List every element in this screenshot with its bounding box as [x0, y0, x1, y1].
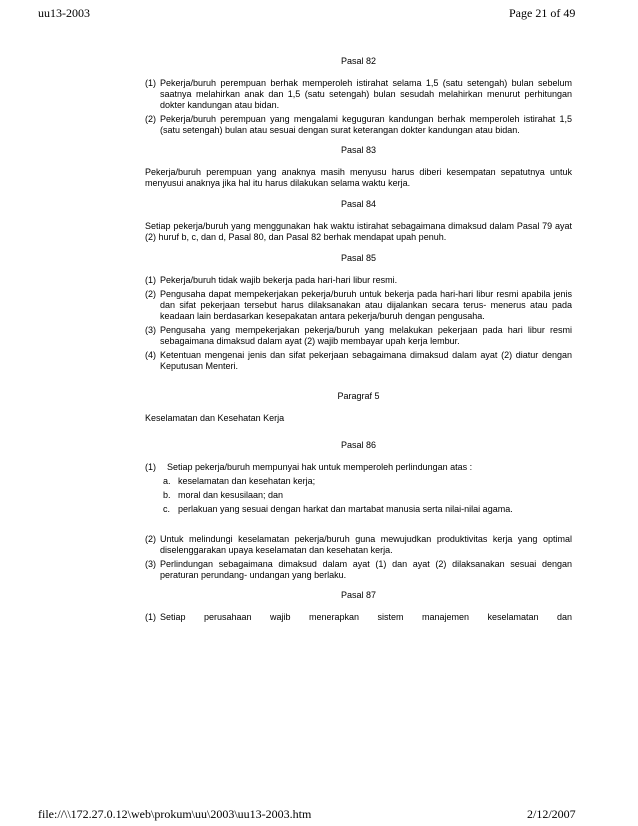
pasal-84-text: Setiap pekerja/buruh yang menggunakan hak waktu istirahat sebagaimana dimaksud dalam Pasal 79 ayat (2) huruf b, c, dan d, Pasal 80, dan Pasal 82 berhak mendapat upah penuh. [145, 221, 572, 242]
pasal-86-item [145, 559, 572, 581]
item-text: Pekerja/buruh perempuan berhak memperoleh istirahat selama 1,5 (satu setengah) bulan sebelum saatnya melahirkan anak dan 1,5 (satu setengah) bulan sesudah melahirkan menurut perhitungan dokter kandungan atau bidan. [160, 78, 572, 110]
item-number: (1) [145, 612, 156, 622]
header-doc-id: uu13-2003 [38, 6, 90, 20]
paragraf-5-subtitle: Keselamatan dan Kesehatan Kerja [145, 413, 285, 423]
item-number: (4) [145, 350, 156, 360]
item-text: Pekerja/buruh tidak wajib bekerja pada hari-hari libur resmi. [160, 275, 398, 285]
item-text: Pekerja/buruh perempuan yang mengalami keguguran kandungan berhak memperoleh istirahat 1,5 (satu setengah) bulan atau sesuai dengan surat keterangan dokter kandungan atau bidan. [160, 114, 572, 135]
item-number: (2) [145, 534, 156, 544]
pasal-86-item [145, 462, 572, 473]
pasal-85-item [145, 350, 572, 372]
pasal-85-item [145, 325, 572, 347]
pasal-86-subitem [145, 476, 572, 487]
footer-date: 2/12/2007 [527, 807, 576, 821]
pasal-86-subitem [145, 490, 572, 501]
pasal-87-item [145, 612, 572, 623]
subitem-letter: c. [163, 504, 171, 514]
item-number: (1) [145, 275, 156, 285]
subitem-letter: b. [163, 490, 171, 500]
item-text: Pengusaha dapat mempekerjakan pekerja/buruh untuk bekerja pada hari-hari libur resmi apabila jenis dan sifat pekerjaan tersebut harus dilaksanakan atau dijalankan secara terus- menerus atau pada keadaan lain berdasarkan kesepakatan antara pekerja/buruh dengan pengusaha. [160, 289, 572, 321]
item-text: Perlindungan sebagaimana dimaksud dalam ayat (1) dan ayat (2) dilaksanakan sesuai dengan peraturan perundang- undangan yang berlaku. [160, 559, 572, 580]
subitem-text: perlakuan yang sesuai dengan harkat dan martabat manusia serta nilai-nilai agama. [178, 504, 513, 514]
item-number: (3) [145, 559, 156, 569]
pasal-85-item [145, 275, 572, 286]
paragraf-5-title: Paragraf 5 [337, 391, 380, 401]
subitem-letter: a. [163, 476, 171, 486]
item-text: Setiap pekerja/buruh mempunyai hak untuk memperoleh perlindungan atas : [167, 462, 473, 472]
item-text: Setiap perusahaan wajib menerapkan sistem manajemen keselamatan dan [160, 612, 572, 622]
pasal-82-item [145, 78, 572, 111]
pasal-82-title: Pasal 82 [340, 56, 377, 66]
pasal-87-title: Pasal 87 [340, 590, 377, 600]
subitem-text: moral dan kesusilaan; dan [178, 490, 284, 500]
pasal-85-item [145, 289, 572, 322]
pasal-86-title: Pasal 86 [340, 440, 377, 450]
item-number: (1) [145, 462, 156, 472]
pasal-86-item [145, 534, 572, 556]
pasal-83-text: Pekerja/buruh perempuan yang anaknya masih menyusu harus diberi kesempatan sepatutnya untuk menyusui anaknya jika hal itu harus dilakukan selama waktu kerja. [145, 167, 572, 188]
pasal-84-title: Pasal 84 [340, 199, 377, 209]
pasal-86-subitem [145, 504, 572, 515]
footer-file-path: file://\\172.27.0.12\web\prokum\uu\2003\uu13-2003.htm [38, 807, 312, 821]
item-text: Ketentuan mengenai jenis dan sifat pekerjaan sebagaimana dimaksud dalam ayat (2) diatur dengan Keputusan Menteri. [160, 350, 572, 371]
item-text: Untuk melindungi keselamatan pekerja/buruh guna mewujudkan produktivitas kerja yang optimal diselenggarakan upaya keselamatan dan kesehatan kerja. [160, 534, 572, 555]
item-number: (2) [145, 289, 156, 299]
item-number: (3) [145, 325, 156, 335]
item-text: Pengusaha yang mempekerjakan pekerja/buruh yang melakukan pekerjaan pada hari libur resmi sebagaimana dimaksud dalam ayat (2) wajib membayar upah kerja lembur. [160, 325, 572, 346]
subitem-text: keselamatan dan kesehatan kerja; [178, 476, 316, 486]
pasal-85-title: Pasal 85 [340, 253, 377, 263]
header-page-label: Page 21 of 49 [509, 6, 576, 20]
item-number: (1) [145, 78, 156, 88]
pasal-82-item [145, 114, 572, 136]
document-body [145, 56, 572, 626]
item-number: (2) [145, 114, 156, 124]
pasal-83-title: Pasal 83 [340, 145, 377, 155]
